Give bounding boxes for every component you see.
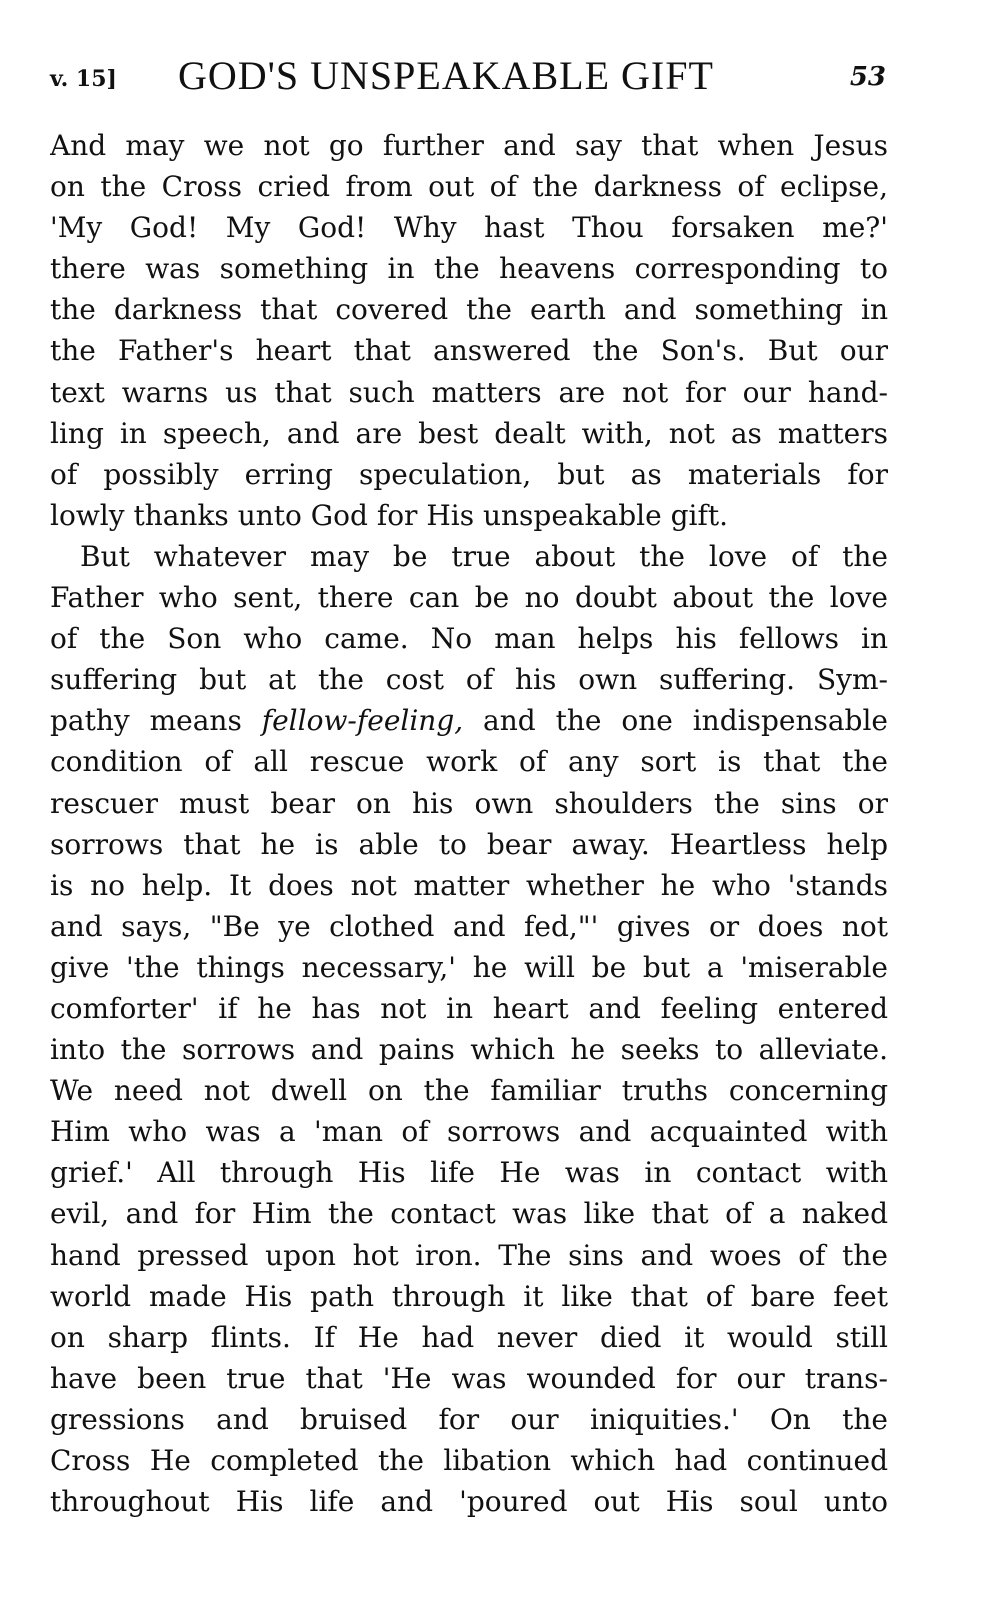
text-line: But whatever may be true about the love of the — [80, 539, 888, 573]
text-line: comforter' if he has not in heart and feeling entered — [50, 991, 888, 1025]
text-line: We need not dwell on the familiar truths concerning — [50, 1074, 888, 1108]
text-line: evil, and for Him the contact was like that of a naked — [50, 1197, 888, 1231]
text-line: ling in speech, and are best dealt with, not as matters — [50, 416, 888, 450]
text-line: throughout His life and 'poured out His soul unto — [50, 1485, 888, 1519]
text-line: lowly thanks unto God for His unspeakable gift. — [50, 498, 729, 532]
text-line: sorrows that he is able to bear away. Heartless help — [50, 827, 888, 861]
text-line: Him who was a 'man of sorrows and acquainted with — [50, 1115, 888, 1149]
text-line: suffering but at the cost of his own suffering. Sym- — [50, 663, 888, 697]
text-segment: pathy means — [50, 704, 262, 738]
text-line: the darkness that covered the earth and something in — [50, 293, 888, 327]
text-line: condition of all rescue work of any sort is that the — [50, 745, 888, 779]
text-line: gressions and bruised for our iniquities.' On the — [50, 1402, 888, 1436]
text-line: have been true that 'He was wounded for our trans- — [50, 1361, 888, 1395]
running-head — [50, 52, 888, 102]
text-line: of possibly erring speculation, but as materials for — [50, 457, 888, 491]
text-line-with-emphasis — [50, 700, 888, 741]
text-line: on sharp flints. If He had never died it would still — [50, 1320, 888, 1354]
text-line: Cross He completed the libation which had continued — [50, 1444, 888, 1477]
paragraph-1 — [50, 125, 888, 536]
paragraph-2 — [50, 536, 888, 1522]
text-line: there was something in the heavens corresponding to — [50, 252, 888, 286]
text-line: Father who sent, there can be no doubt about the love — [50, 581, 888, 615]
text-line: into the sorrows and pains which he seeks to alleviate. — [50, 1033, 888, 1067]
verse-reference: v. 15] — [50, 66, 117, 92]
body-text — [50, 125, 888, 1522]
text-line: on the Cross cried from out of the darkness of eclipse, — [50, 170, 888, 204]
text-line: is no help. It does not matter whether he who 'stands — [50, 868, 888, 902]
text-line: of the Son who came. No man helps his fellows in — [50, 622, 888, 656]
text-line: the Father's heart that answered the Son's. But our — [50, 334, 888, 368]
text-line: And may we not go further and say that when Jesus — [50, 129, 888, 162]
text-segment: and the one indispensable — [463, 704, 888, 738]
page-number: 53 — [849, 62, 886, 92]
emphasized-phrase: fellow-feeling, — [261, 704, 464, 738]
text-line: and says, "Be ye clothed and fed,"' gives or does not — [50, 909, 888, 943]
text-line: give 'the things necessary,' he will be but a 'miserable — [50, 950, 888, 984]
text-line: world made His path through it like that of bare feet — [50, 1279, 888, 1313]
text-line: hand pressed upon hot iron. The sins and woes of the — [50, 1238, 888, 1272]
page-title: GOD'S UNSPEAKABLE GIFT — [178, 53, 714, 98]
text-line: text warns us that such matters are not for our hand- — [50, 375, 888, 409]
text-line: 'My God! My God! Why hast Thou forsaken me?' — [50, 211, 888, 245]
text-line: rescuer must bear on his own shoulders the sins or — [50, 786, 888, 820]
text-line: grief.' All through His life He was in contact with — [50, 1156, 888, 1190]
